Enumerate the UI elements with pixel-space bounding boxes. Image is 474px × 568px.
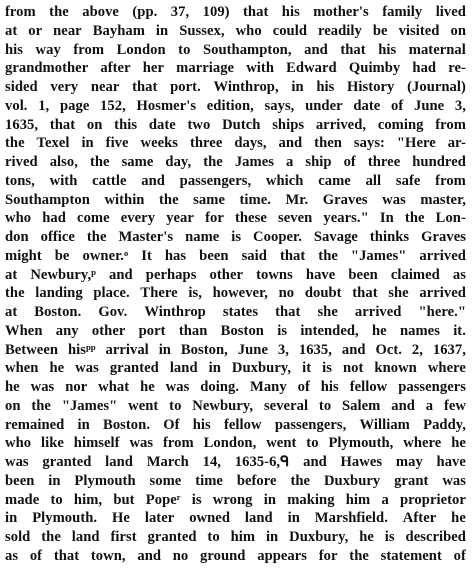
text-line: don office the Master's name is Cooper. Savage thinks Graves — [5, 229, 466, 245]
text-line: as of that town, and no ground appears for the statement of — [5, 547, 466, 564]
text-line: the Texel in five weeks three days, and then says: "Here ar- — [5, 135, 466, 152]
text-line: Southampton within the same time. Mr. Graves was master, — [5, 191, 466, 208]
text-line: who like himself was from London, went to Plymouth, where he — [5, 435, 466, 452]
text-line: been in Plymouth some time before the Duxbury grant was — [5, 472, 466, 489]
text-line: made to him, but Popeʳ is wrong in making him a proprietor — [5, 491, 466, 508]
text-line: at Boston. Gov. Winthrop states that she arrived "here." — [5, 304, 466, 320]
text-line: was granted land March 14, 1635-6,ᑫ and Hawes may have — [5, 454, 466, 470]
text-line: remained in Boston. Of his fellow passengers, William Paddy, — [5, 416, 466, 433]
text-line: at Newbury,ᵖ and perhaps other towns have been claimed as — [5, 266, 466, 283]
text-line: on the "James" went to Newbury, several to Salem and a few — [5, 397, 466, 414]
text-line: the landing place. There is, however, no doubt that she arrived — [5, 285, 466, 302]
text-line: in Plymouth. He later owned land in Marshfield. After he — [5, 510, 466, 527]
text-line: sided very near that port. Winthrop, in his History (Journal) — [5, 79, 466, 95]
text-line: his way from London to Southampton, and that his maternal — [5, 41, 466, 58]
body-text — [5, 3, 466, 566]
text-line: vol. 1, page 152, Hosmer's edition, says, under date of June 3, — [5, 97, 466, 114]
text-line: rived also, the same day, the James a ship of three hundred — [5, 154, 466, 170]
text-line: from the above (pp. 37, 109) that his mother's family lived — [5, 4, 466, 20]
text-line: When any other port than Boston is intended, he names it. — [5, 322, 466, 339]
text-line: he was nor what he was doing. Many of his fellow passengers — [5, 379, 466, 395]
text-line: sold the land first granted to him in Duxbury, he is described — [5, 529, 466, 545]
text-line: Between hisᵖᵖ arrival in Boston, June 3, 1635, and Oct. 2, 1637, — [5, 341, 466, 358]
text-line: 1635, that on this date two Dutch ships arrived, coming from — [5, 116, 466, 133]
text-line: when he was granted land in Duxbury, it is not known where — [5, 360, 466, 377]
text-line: at or near Bayham in Sussex, who could readily be visited on — [5, 22, 466, 39]
text-line: tons, with cattle and passengers, which came all safe from — [5, 172, 466, 189]
text-line: might be owner.ᵒ It has been said that the "James" arrived — [5, 247, 466, 264]
text-line: who had come every year for these seven years." In the Lon- — [5, 210, 466, 227]
text-line: grandmother after her marriage with Edward Quimby had re- — [5, 60, 466, 77]
